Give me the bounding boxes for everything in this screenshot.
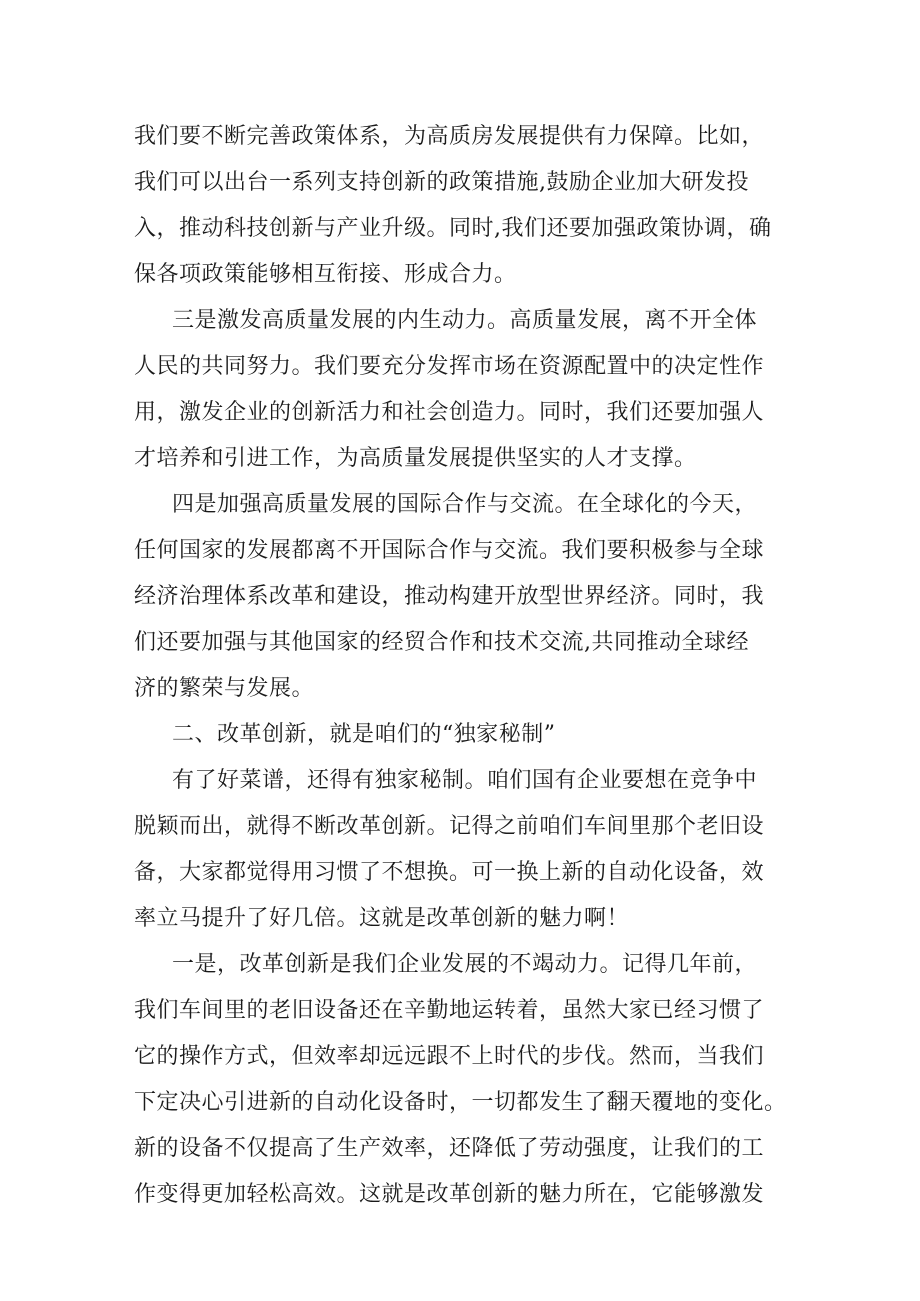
text-line: 它的操作方式，但效率却远远跟不上时代的步伐。然而，当我们: [134, 1044, 765, 1069]
text-line: 一是，改革创新是我们企业发展的不竭动力。记得几年前，: [172, 952, 758, 977]
text-line: 保各项政策能够相互衔接、形成合力。: [134, 262, 517, 287]
text-line: 人民的共同努力。我们要充分发挥市场在资源配置中的决定性作: [134, 354, 765, 379]
text-line: 用，激发企业的创新活力和社会创造力。同时，我们还要加强人: [134, 400, 765, 425]
text-line: 我们要不断完善政策体系，为高质房发展提供有力保障。比如，: [134, 124, 765, 149]
text-line: 有了好菜谱，还得有独家秘制。咱们国有企业要想在竞争中: [172, 768, 758, 793]
text-line: 济的繁荣与发展。: [134, 676, 315, 701]
text-line: 作变得更加轻松高效。这就是改革创新的魅力所在，它能够激发: [134, 1182, 765, 1207]
text-line: 我们可以出台一系列支持创新的政策措施,鼓励企业加大研发投: [134, 170, 749, 195]
text-line: 三是激发高质量发展的内生动力。高质量发展，离不开全体: [172, 308, 758, 333]
text-line: 二、改革创新，就是咱们的“独家秘制”: [172, 722, 556, 747]
text-line: 新的设备不仅提高了生产效率，还降低了劳动强度，让我们的工: [134, 1136, 765, 1161]
text-line: 入，推动科技创新与产业升级。同时,我们还要加强政策协调，确: [134, 216, 772, 241]
text-line: 经济治理体系改革和建设，推动构建开放型世界经济。同时，我: [134, 584, 765, 609]
text-line: 任何国家的发展都离不开国际合作与交流。我们要积极参与全球: [134, 538, 765, 563]
text-line: 备，大家都觉得用习惯了不想换。可一换上新的自动化设备，效: [134, 860, 765, 885]
text-line: 们还要加强与其他国家的经贸合作和技术交流,共同推动全球经: [134, 630, 749, 655]
document-body: [134, 114, 794, 1218]
text-line: 率立马提升了好几倍。这就是改革创新的魅力啊！: [134, 906, 630, 931]
text-line: 四是加强高质量发展的国际合作与交流。在全球化的今天，: [172, 492, 758, 517]
text-line: 脱颖而出，就得不断改革创新。记得之前咱们车间里那个老旧设: [134, 814, 765, 839]
text-line: 下定决心引进新的自动化设备时，一切都发生了翻天覆地的变化。: [134, 1090, 787, 1115]
text-line: 我们车间里的老旧设备还在辛勤地运转着，虽然大家已经习惯了: [134, 998, 765, 1023]
text-line: 才培养和引进工作，为高质量发展提供坚实的人才支撑。: [134, 446, 697, 471]
